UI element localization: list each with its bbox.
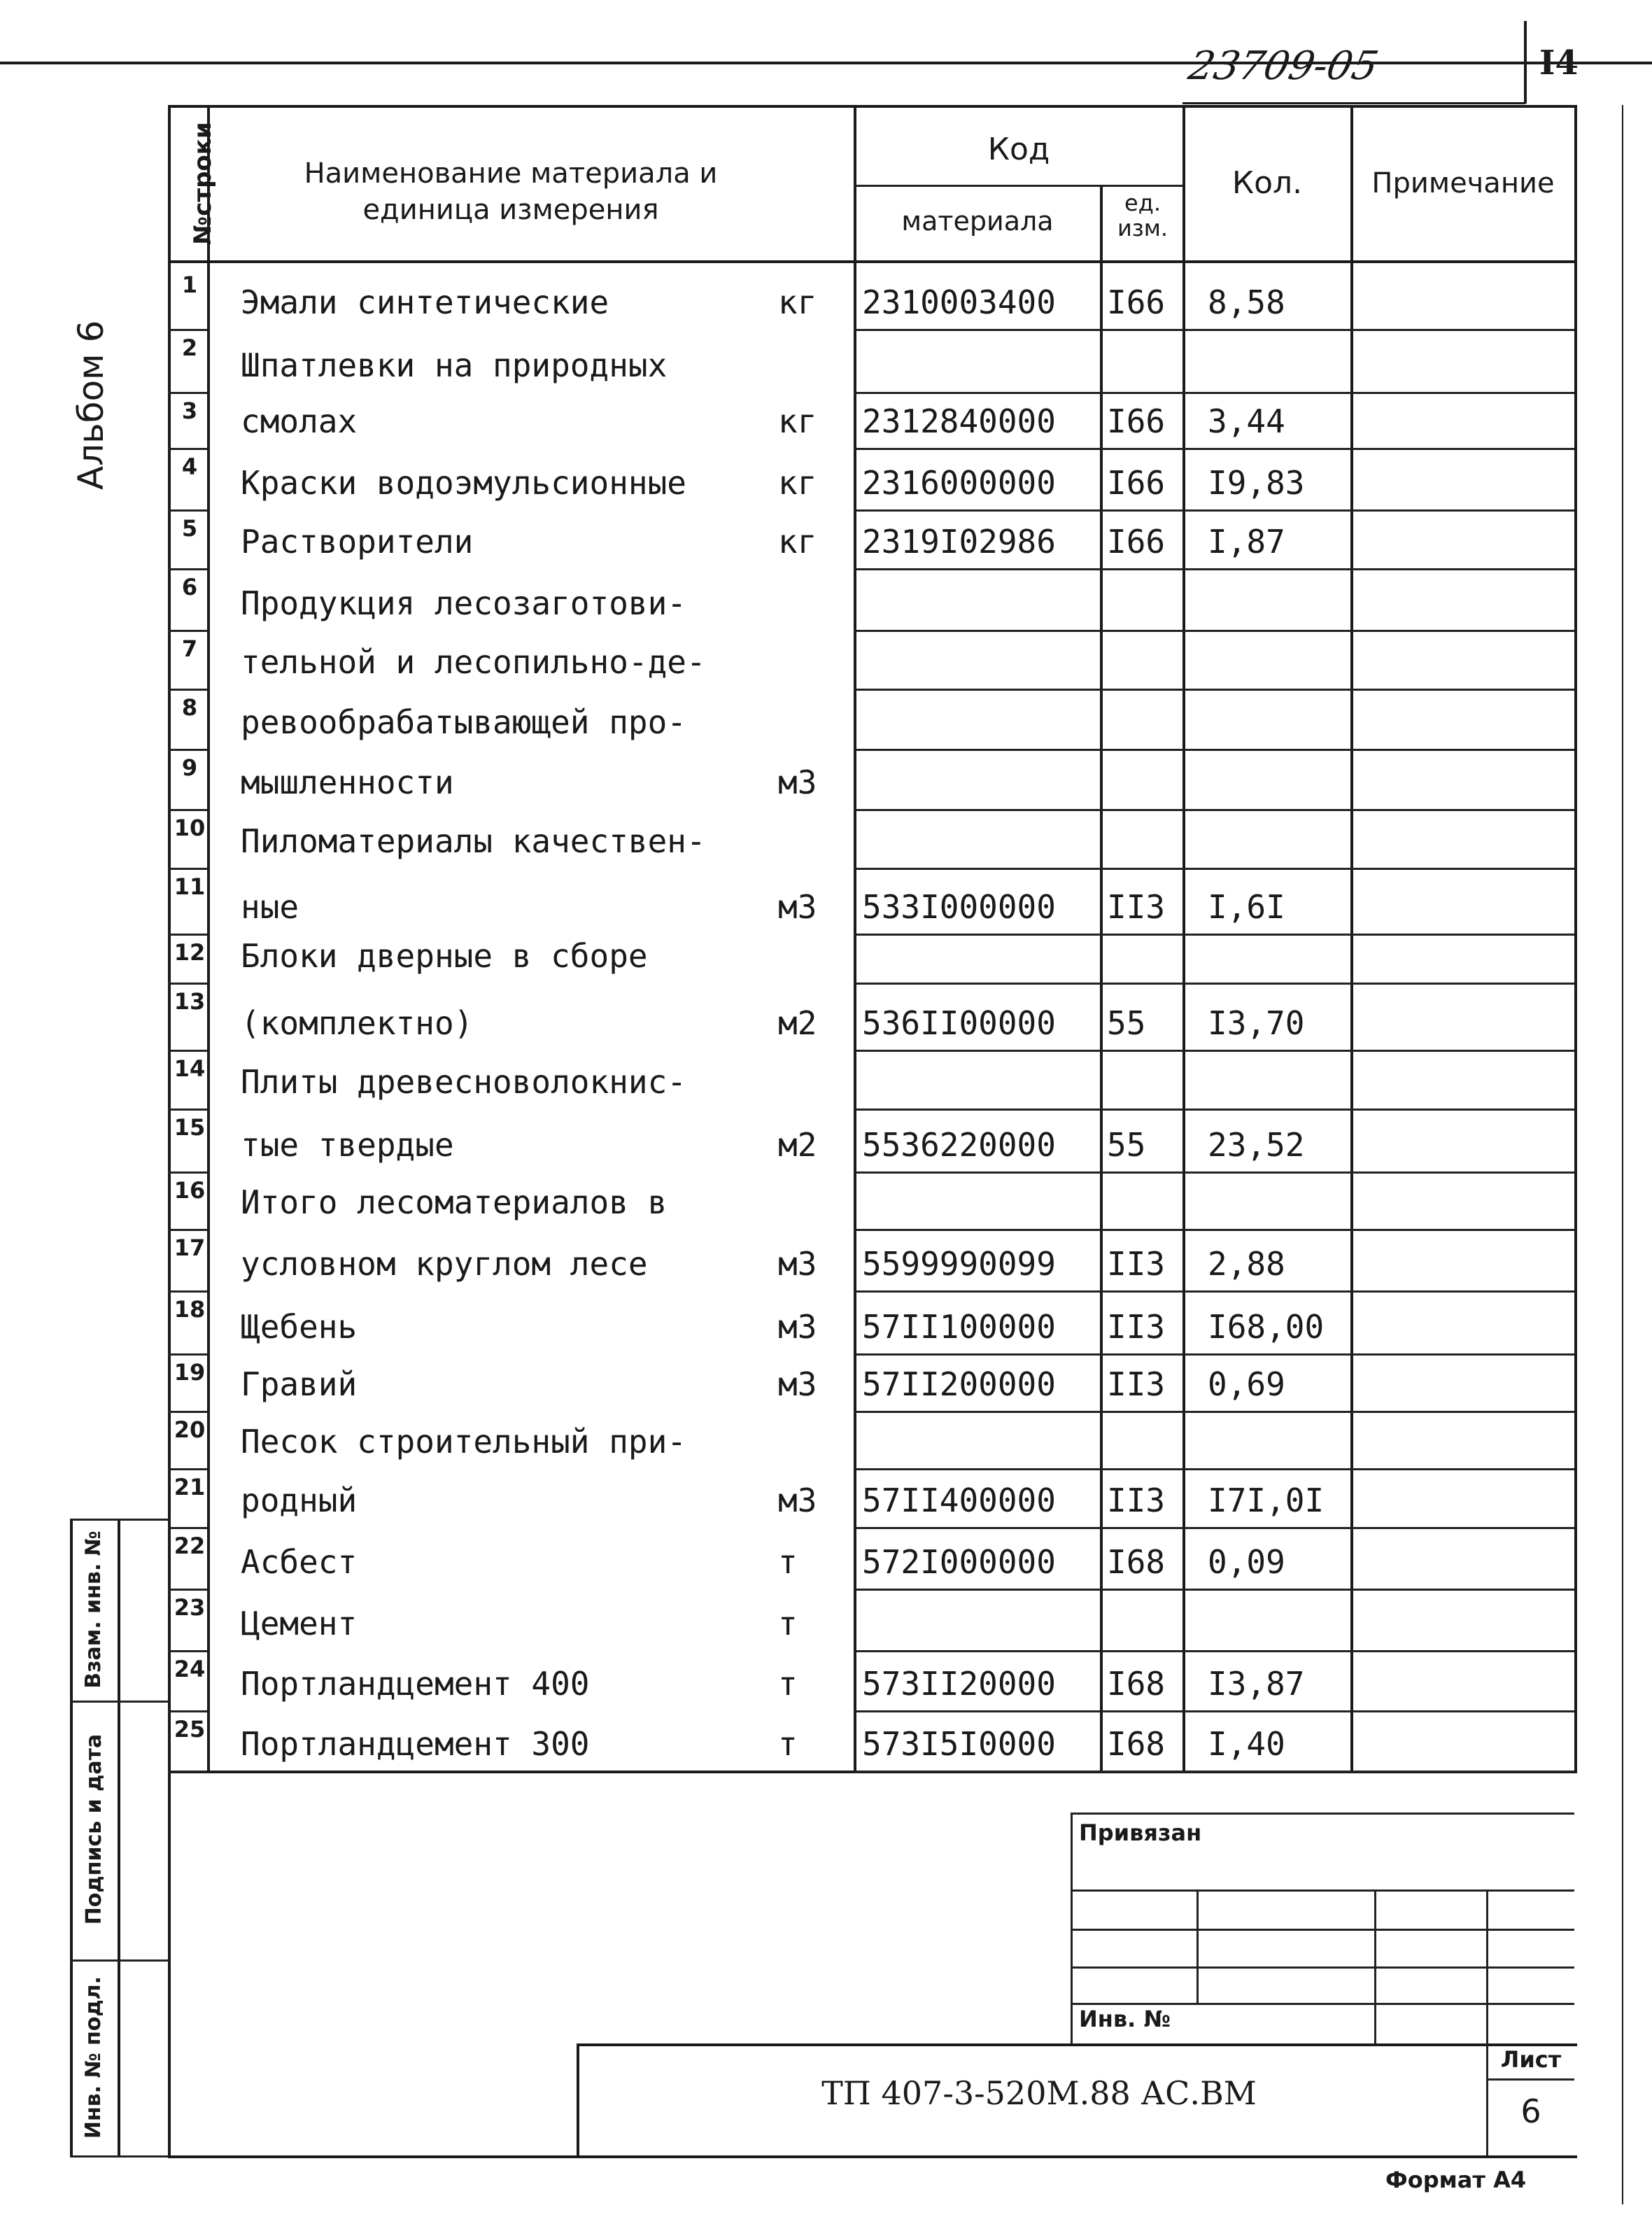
quantity: I9,83 (1208, 464, 1305, 502)
tb-line-3 (1071, 1929, 1574, 1931)
unit-name: кг (778, 283, 817, 321)
row-number: 19 (174, 1359, 206, 1386)
unit-code: II3 (1107, 1308, 1166, 1346)
row-number: 24 (174, 1656, 206, 1682)
material-name: Эмали синтетические (241, 283, 609, 321)
material-name: (комплектно) (241, 1004, 474, 1042)
col-header-name: Наименование материала и единица измерения (304, 157, 718, 226)
material-code: 536II00000 (862, 1004, 1056, 1042)
quantity: I,87 (1208, 523, 1285, 561)
material-code: 2310003400 (862, 283, 1056, 321)
quantity: 3,44 (1208, 402, 1285, 440)
tb-vline-2 (1374, 1889, 1376, 2043)
tb-line-top (1071, 1813, 1574, 1815)
unit-name: кг (778, 402, 817, 440)
row-number: 21 (174, 1474, 206, 1500)
unit-name: т (778, 1543, 798, 1581)
material-code: 57II200000 (862, 1365, 1056, 1403)
tb-sheet-number: 6 (1520, 2092, 1541, 2130)
stamp-label-inv-podl: Инв. № подл. (81, 1976, 106, 2139)
row-number: 6 (181, 574, 198, 600)
row-number: 14 (174, 1055, 206, 1082)
col-header-code-unit: ед. изм. (1117, 190, 1169, 241)
material-name: условном круглом лесе (241, 1245, 648, 1283)
tb-main-bottom (168, 2155, 1577, 2158)
material-name: Гравий (241, 1365, 358, 1403)
material-name: родный (241, 1482, 358, 1519)
material-name: Продукция лесозаготови- (241, 584, 686, 622)
quantity: 2,88 (1208, 1245, 1285, 1283)
material-code: 5536220000 (862, 1126, 1056, 1164)
material-code: 573II20000 (862, 1665, 1056, 1703)
format-label: Формат А4 (1385, 2167, 1527, 2193)
row-separator (168, 1771, 207, 1773)
unit-name: м3 (778, 1365, 817, 1403)
material-code: 57II400000 (862, 1482, 1056, 1519)
header-bottom-border (168, 260, 1577, 263)
album-label: Альбом 6 (71, 320, 111, 490)
tb-sheet-label: Лист (1500, 2046, 1562, 2073)
unit-name: м2 (778, 1004, 817, 1042)
quantity: I,40 (1208, 1725, 1285, 1763)
tb-main-top (577, 2043, 1577, 2046)
material-name: Блоки дверные в сборе (241, 937, 648, 975)
unit-code: I66 (1107, 464, 1166, 502)
unit-code: II3 (1107, 1365, 1166, 1403)
material-name: Асбест (241, 1543, 358, 1581)
material-code: 5599990099 (862, 1245, 1056, 1283)
material-name: Пиломатериалы качествен- (241, 822, 706, 860)
unit-name: м3 (778, 1245, 817, 1283)
material-name: Цемент (241, 1605, 358, 1642)
stamp-left-border (70, 1519, 73, 2157)
sheet-corner-number: I4 (1539, 43, 1579, 83)
tb-sheet-mid (1486, 2078, 1574, 2081)
material-name: Щебень (241, 1308, 358, 1346)
material-code: 533I000000 (862, 888, 1056, 926)
col-header-note: Примечание (1371, 167, 1555, 199)
header-underline (1182, 102, 1525, 104)
unit-name: кг (778, 523, 817, 561)
quantity: 0,69 (1208, 1365, 1285, 1403)
material-name: Итого лесоматериалов в (241, 1183, 668, 1221)
material-name: тые твердые (241, 1126, 454, 1164)
stamp-label-vzam: Взам. инв. № (81, 1530, 106, 1689)
material-name: Растворители (241, 523, 474, 561)
unit-name: м3 (778, 1482, 817, 1519)
unit-name: т (778, 1605, 798, 1642)
row-number: 16 (174, 1177, 206, 1204)
tb-line-2 (1071, 1889, 1574, 1892)
material-name: Краски водоэмульсионные (241, 464, 686, 502)
stamp-mid-border (118, 1519, 120, 2157)
unit-code: I68 (1107, 1725, 1166, 1763)
code-subheader-line (854, 185, 1182, 187)
material-name: Плиты древесноволокнис- (241, 1063, 686, 1101)
material-name: ревообрабатывающей про- (241, 703, 686, 741)
page-right-edge (1622, 105, 1623, 2204)
material-name: Шпатлевки на природных (241, 346, 668, 384)
tb-vline-1 (1196, 1889, 1199, 2003)
material-name: Портландцемент 300 (241, 1725, 590, 1763)
unit-name: м3 (778, 1308, 817, 1346)
unit-name: м2 (778, 1126, 817, 1164)
material-name: смолах (241, 402, 358, 440)
row-number: 1 (181, 272, 198, 298)
unit-code: II3 (1107, 1245, 1166, 1283)
unit-code: I66 (1107, 402, 1166, 440)
quantity: 8,58 (1208, 283, 1285, 321)
material-code: 2319I02986 (862, 523, 1056, 561)
material-name: Портландцемент 400 (241, 1665, 590, 1703)
col-header-qty: Кол. (1231, 165, 1303, 201)
tb-left-upper (1071, 1813, 1073, 2043)
top-rule (0, 62, 1652, 64)
quantity: 23,52 (1208, 1126, 1305, 1164)
material-code: 2312840000 (862, 402, 1056, 440)
tb-designation: ТП 407-3-520М.88 АС.ВМ (821, 2074, 1257, 2112)
corner-divider (1524, 21, 1527, 104)
quantity: I7I,0I (1208, 1482, 1325, 1519)
row-number: 11 (174, 873, 206, 900)
unit-name: т (778, 1665, 798, 1703)
table-row (168, 1589, 1577, 1650)
row-number: 9 (181, 754, 198, 781)
row-number: 18 (174, 1296, 206, 1323)
quantity: I3,70 (1208, 1004, 1305, 1042)
material-name: мышленности (241, 763, 454, 801)
unit-name: м3 (778, 888, 817, 926)
col-header-code-material: материала (901, 206, 1054, 237)
col-header-rownum: №строки (189, 122, 217, 245)
row-number: 7 (181, 635, 198, 662)
tb-sheet-left (1486, 2043, 1488, 2155)
unit-code: I68 (1107, 1543, 1166, 1581)
unit-code: I68 (1107, 1665, 1166, 1703)
unit-code: II3 (1107, 888, 1166, 926)
tb-vline-3 (1486, 1889, 1488, 2043)
quantity: I3,87 (1208, 1665, 1305, 1703)
unit-name: т (778, 1725, 798, 1763)
unit-code: II3 (1107, 1482, 1166, 1519)
material-name: Песок строительный при- (241, 1423, 686, 1461)
row-number: 2 (181, 335, 198, 361)
row-number: 23 (174, 1594, 206, 1621)
material-name: тельной и лесопильно-де- (241, 643, 706, 681)
stamp-div-2 (70, 1959, 168, 1962)
row-number: 3 (181, 397, 198, 424)
row-number: 15 (174, 1114, 206, 1141)
stamp-bottom (70, 2155, 168, 2158)
col-header-code: Код (987, 132, 1050, 167)
unit-code: I66 (1107, 283, 1166, 321)
quantity: I68,00 (1208, 1308, 1325, 1346)
doc-number: 23709-05 (1185, 43, 1383, 89)
unit-code: 55 (1107, 1126, 1146, 1164)
unit-name: кг (778, 464, 817, 502)
tb-line-5 (1071, 2003, 1574, 2005)
row-number: 25 (174, 1716, 206, 1743)
material-name: ные (241, 888, 299, 926)
stamp-div-1 (70, 1701, 168, 1703)
row-separator (854, 1771, 1574, 1773)
material-code: 57II100000 (862, 1308, 1056, 1346)
row-number: 10 (174, 815, 206, 841)
stamp-label-signature: Подпись и дата (82, 1733, 106, 1925)
material-code: 572I000000 (862, 1543, 1056, 1581)
row-number: 17 (174, 1234, 206, 1261)
unit-code: I66 (1107, 523, 1166, 561)
row-number: 12 (174, 939, 206, 966)
material-code: 2316000000 (862, 464, 1056, 502)
tb-privyazan: Привязан (1079, 1820, 1202, 1846)
tb-main-left (577, 2043, 579, 2155)
row-number: 13 (174, 988, 206, 1015)
row-number: 22 (174, 1533, 206, 1559)
unit-code: 55 (1107, 1004, 1146, 1042)
tb-line-4 (1071, 1966, 1574, 1969)
row-number: 5 (181, 515, 198, 542)
tb-inv-no: Инв. № (1079, 2006, 1171, 2032)
quantity: 0,09 (1208, 1543, 1285, 1581)
material-code: 573I5I0000 (862, 1725, 1056, 1763)
quantity: I,6I (1208, 888, 1285, 926)
row-number: 4 (181, 453, 198, 480)
unit-name: м3 (778, 763, 817, 801)
row-number: 20 (174, 1416, 206, 1443)
row-number: 8 (181, 694, 198, 721)
table-top-border (168, 105, 1577, 108)
